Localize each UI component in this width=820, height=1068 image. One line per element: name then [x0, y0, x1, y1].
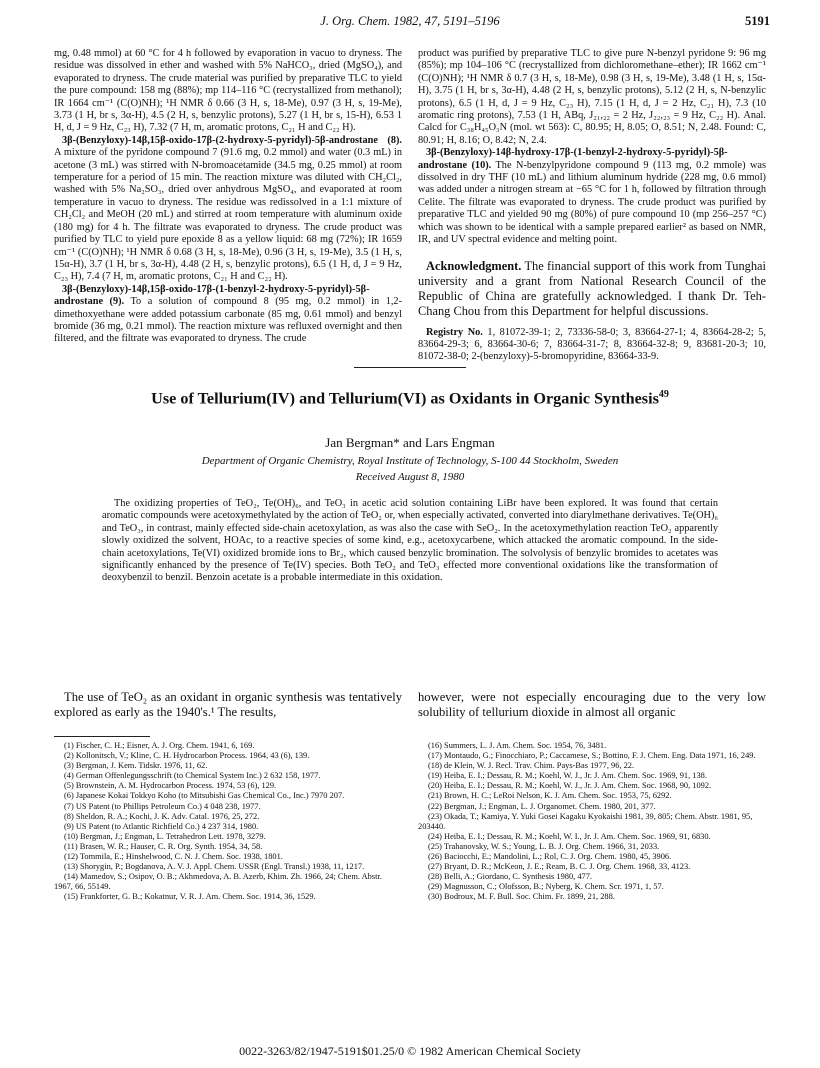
compound-heading: 3β-(Benzyloxy)-14β-hydroxy-17β-(1-benzyl-2-hydroxy-5-pyridyl)-5β-androstane (10).	[418, 147, 728, 171]
reference-item: (22) Bergman, J.; Engman, L. J. Organomet. Chem. 1980, 201, 377.	[428, 801, 656, 811]
reference-item: (7) US Patent (to Phillips Petroleum Co.) 4 048 238, 1977.	[64, 801, 261, 811]
running-header	[50, 14, 770, 30]
reference-item: (17) Montaudo, G.; Finocchiaro, P.; Caccamese, S.; Bottino, F. J. Chem. Eng. Data 1971, 16, 249.	[428, 751, 756, 761]
reference-item: (30) Bodroux, M. F. Bull. Soc. Chim. Fr. 1899, 21, 288.	[428, 892, 615, 902]
reference-item: (25) Trahanovsky, W. S.; Young, L. B. J. Org. Chem. 1966, 31, 2033.	[428, 841, 660, 851]
reference-item: (16) Summers, L. J. Am. Chem. Soc. 1954, 76, 3481.	[428, 741, 607, 750]
reference-item: (14) Mamedov, S.; Osipov, O. B.; Akhmedova, A. B. Azerb, Khim. Zh. 1966, 24; Chem. Abstr. 1967, 66, 55149.	[54, 872, 382, 892]
right-column-experimental	[418, 48, 766, 364]
article-title-text: Use of Tellurium(IV) and Tellurium(VI) as Oxidants in Organic Synthesis	[151, 389, 659, 408]
reference-item: (20) Heiba, E. I.; Dessau, R. M.; Koehl, W. J., Jr. J. Am. Chem. Soc. 1968, 90, 1092.	[428, 781, 712, 791]
paragraph-text: A mixture of the pyridone compound 7 (91.6 mg, 0.2 mmol) and water (0.3 mL) in acetone (3 mL) was stirred with N-bromoacetamide (34.5 mg, 0.25 mmol) at room temperature for a period of 15 min. The reaction mixture was diluted with CH₂Cl₂, washed with 5% Na₂SO₃, dried over anhydrous MgSO₄, and evaporated at room temperature in vacuo to dryness. The residue was redissolved in a 1:1 mixture of CH₂Cl₂ and MeOH (20 mL) and stirred at room temperature with aluminum oxide (180 mg) for 4 h. The filtrate was evaporated to dryness. The crude product was purified by TLC to yield pure epoxide 8 as a yellow liquid: 68 mg (72%); IR 1659 cm⁻¹ (C(O)NH); ¹H NMR δ 0.68 (3 H, s, 18-Me), 0.96 (3 H, s, 19-Me), 3.5 (1 H, s, 15α-H), 3.7 (1 H, br s, 3α-H), 4.48 (2 H, s, benzylic protons), 6.5 (1 H, d, J = 9 Hz, C₂₃ H), 7.4 (7 H, m, aromatic protons, C₂₁ H and C₂₂ H).	[54, 147, 402, 283]
reference-item: (15) Frankforter, G. B.; Kokatnur, V. R. J. Am. Chem. Soc. 1914, 36, 1529.	[64, 892, 316, 902]
intro-left: The use of TeO₂ as an oxidant in organic synthesis was tentatively explored as early as the 1940's.¹ The results,	[54, 690, 402, 719]
reference-item: (29) Magnusson, C.; Olofsson, B.; Nyberg, K. Chem. Scr. 1971, 1, 57.	[428, 882, 664, 892]
references-right	[418, 736, 766, 903]
journal-citation: J. Org. Chem. 1982, 47, 5191–5196	[320, 14, 500, 28]
reference-item: (18) de Klein, W. J. Recl. Trav. Chim. Pays-Bas 1977, 96, 22.	[428, 761, 635, 771]
acknowledgment	[418, 259, 766, 319]
paragraph: mg, 0.48 mmol) at 60 °C for 4 h followed by evaporation in vacuo to dryness. The residue was dissolved in ether and washed with 5% NaHCO₃, dried (MgSO₄), and evaporated to dryness. The crude material was purified by preparative TLC to yield the pure compound: 158 mg (88%); mp 114–116 °C (recrystallized from methanol); IR 1664 cm⁻¹ (C(O)NH); ¹H NMR δ 0.66 (3 H, s, 18-Me), 0.97 (3 H, s, 19-Me), 3.73 (1 H, br s, 3α-H), 4.5 (2 H, s, benzylic protons), 5.27 (1 H, br s, 15-H), 6.53 1 H, d, J = 9 Hz, C₂₃ H), 7.32 (7 H, m, aromatic protons, C₂₁ H and C₂₂ H).	[54, 48, 402, 134]
intro-right: however, were not especially encouraging due to the very low solubility of tellurium dioxide in almost all organic	[418, 690, 766, 719]
paragraph-text: To a solution of compound 8 (95 mg, 0.2 mmol) in 1,2-dimethoxyethane were added potassium carbonate (85 mg, 0.61 mmol) and benzyl bromide (36 mg, 0.21 mmol). The reaction mixture was refluxed overnight and then filtered, and the filtrate was evaporated to dryness. The crude	[54, 296, 403, 345]
compound-heading: 3β-(Benzyloxy)-14β,15β-oxido-17β-(2-hydroxy-5-pyridyl)-5β-androstane (8).	[62, 134, 402, 146]
received-date: Received August 8, 1980	[355, 471, 465, 483]
left-column-experimental	[54, 48, 402, 346]
reference-item: (1) Fischer, C. H.; Eisner, A. J. Org. Chem. 1941, 6, 169.	[64, 741, 255, 750]
article-title	[80, 384, 740, 409]
compound-heading: 3β-(Benzyloxy)-14β,15β-oxido-17β-(1-benzyl-2-hydroxy-5-pyridyl)-5β-androstane (9).	[54, 283, 370, 308]
reference-item: (19) Heiba, E. I.; Dessau, R. M.; Koehl, W. J., Jr. J. Am. Chem. Soc. 1969, 91, 138.	[428, 771, 707, 781]
reference-item: (27) Bryant, D. R.; McKeon, J. E.; Ream, B. C. J. Org. Chem. 1968, 33, 4123.	[428, 862, 691, 872]
registry-text: 1, 81072-39-1; 2, 73336-58-0; 3, 83664-27-1; 4, 83664-28-2; 5, 83664-29-3; 6, 83664-30-6; 7, 83664-31-7; 8, 83664-32-8; 9, 83681-20-3; 10, 81072-38-0; 2-(benzyloxy)-5-bromopyridine, 83664-33-9.	[418, 326, 766, 363]
registry-heading: Registry No.	[426, 326, 483, 338]
reference-item: (11) Brasen, W. R.; Hauser, C. R. Org. Synth. 1954, 34, 58.	[64, 841, 263, 851]
reference-item: (28) Belli, A.; Giordano, C. Synthesis 1980, 477.	[428, 872, 593, 882]
paragraph: product was purified by preparative TLC to give pure N-benzyl pyridone 9: 96 mg (85%); mp 104–106 °C (recrystallized from dichloromethane–ether); IR 1662 cm⁻¹ (C(O)NH); ¹H NMR δ 0.7 (3 H, s, 18-Me), 0.98 (3 H, s, 19-Me), 3.48 (1 H, s, 15α-H), 3.75 (1 H, br s, 3α-H), 4.48 (2 H, s, benzylic protons), 5.12 (2 H, s, N-benzylic protons), 6.5 (1 H, d, J = 9 Hz, C₂₃ H), 7.15 (1 H, d, J = 2 Hz, C₂₁ H), 7.3 (10 aromatic ring protons), 7.53 (1 H, ABq, J₂₁,₂₂ = 2 Hz, J₂₂,₂₃ = 9 Hz, C₂₂ H). Anal. Calcd for C₃₈H₄₅O₃N (mol. wt 563): C, 80.95; H, 8.05; O, 8.51; N, 2.48. Found: C, 80.91; H, 8.16; O, 8.42; N, 2.4.	[418, 48, 766, 146]
abstract: The oxidizing properties of TeO₂, Te(OH)₆, and TeO₃ in acetic acid solution containing LiBr have been explored. It was found that certain aromatic compounds were acetoxymethylated by the action of TeO₂ or, when especially activated, converted into diarylmethane derivatives. Te(OH)₆ and TeO₃, in contrast, mainly effected side-chain acetoxylation, as was also the case with SeO₂. In the acetoxymethylation reaction TeO₂ apparently slowly oxidized the solvent, HOAc, to a reactive species of some kind, e.g., acetoxycarbene, which attacked the aromatic compound. In the side-chain acetoxylations, Te(VI) oxidized bromide ions to Br₂, which caused benzylic bromination. The solvolysis of benzylic bromides to acetates was significantly enhanced by the presence of Te(IV) species. Both TeO₂ and TeO₃ effected more conventional oxidations like the transformation of deoxybenzil to benzil. Benzoin acetate is a probable intermediate in this oxidation.	[102, 498, 718, 584]
registry-numbers	[418, 327, 766, 364]
reference-item: (12) Tommila, E.; Hinshelwood, C. N. J. Chem. Soc. 1938, 1801.	[64, 852, 283, 862]
article-affiliation: Department of Organic Chemistry, Royal Institute of Technology, S-100 44 Stockholm, Sweden	[201, 455, 619, 467]
reference-list	[54, 741, 402, 903]
section-divider	[354, 367, 466, 368]
reference-item: (2) Kollonitsch, V.; Kline, C. H. Hydrocarbon Process. 1964, 43 (6), 139.	[64, 751, 310, 761]
acknowledgment-heading: Acknowledgment.	[426, 258, 522, 273]
copyright-footer: 0022-3263/82/1947-5191$01.25/0 © 1982 American Chemical Society	[239, 1044, 581, 1058]
paragraph-text: The N-benzylpyridone compound 9 (113 mg, 0.2 mmole) was dissolved in dry THF (10 mL) and lithium aluminum hydride (228 mg, 0.6 mmol) was added under a nitrogen stream at −65 °C for 1 h, followed by filtration through Celite. The filtrate was evaporated to dryness. The crude product was purified by preparative TLC and yielded 90 mg (80%) of pure compound 10 (mp 256–257 °C) which was shown to be identical with a sample prepared earlier² as based on NMR, IR, and UV spectral evidence and melting point.	[418, 159, 766, 246]
reference-item: (21) Brown, H. C.; LeRoi Nelson, K. J. Am. Chem. Soc. 1953, 75, 6292.	[428, 791, 672, 801]
reference-item: (24) Heiba, E. I.; Dessau, R. M.; Koehl, W. I., Jr. J. Am. Chem. Soc. 1969, 91, 6830.	[428, 831, 711, 841]
references-left	[54, 736, 402, 903]
reference-item: (23) Okada, T.; Kamiya, Y. Yuki Gosei Kagaku Kyokaishi 1981, 39, 805; Chem. Abstr. 1981, 95, 203440.	[418, 811, 753, 831]
reference-list	[418, 741, 766, 903]
acknowledgment-text: The financial support of this work from Tunghai university and a grant from National Research Council of the Republic of China are gratefully acknowledged. I thank Dr. Teh-Chang Chou from this Department for helpful discussions.	[418, 258, 766, 318]
reference-item: (26) Baciocchi, E.; Mandolini, L.; Rol, C. J. Org. Chem. 1980, 45, 3906.	[428, 852, 672, 862]
reference-item: (13) Shorygin, P.; Bogdanova, A. V. J. Appl. Chem. USSR (Engl. Transl.) 1938, 11, 1217.	[64, 862, 365, 872]
reference-item: (5) Brownstein, A. M. Hydrocarbon Process. 1974, 53 (6), 129.	[64, 781, 277, 791]
page-number: 5191	[745, 14, 770, 28]
reference-item: (3) Bergman, J. Kem. Tidskr. 1976, 11, 62.	[64, 761, 208, 771]
paragraph	[54, 135, 402, 284]
title-footnote: 49	[658, 389, 669, 400]
reference-item: (6) Japanese Kokai Tokkyo Koho (to Mitsubishi Gas Chemical Co., Inc.) 7970 207.	[64, 791, 345, 801]
reference-item: (9) US Patent (to Atlantic Richfield Co.) 4 237 314, 1980.	[64, 821, 259, 831]
reference-item: (4) German Offenlegungsschrift (to Chemical System Inc.) 2 632 158, 1977.	[64, 771, 321, 781]
reference-item: (8) Sheldon, R. A.; Kochi, J. K. Adv. Catal. 1976, 25, 272.	[64, 811, 260, 821]
reference-item: (10) Bergman, J.; Engman, L. Tetrahedron Lett. 1978, 3279.	[64, 831, 266, 841]
paragraph	[54, 284, 402, 346]
article-authors: Jan Bergman* and Lars Engman	[325, 435, 495, 450]
footnote-rule	[54, 736, 150, 737]
paragraph	[418, 147, 766, 246]
